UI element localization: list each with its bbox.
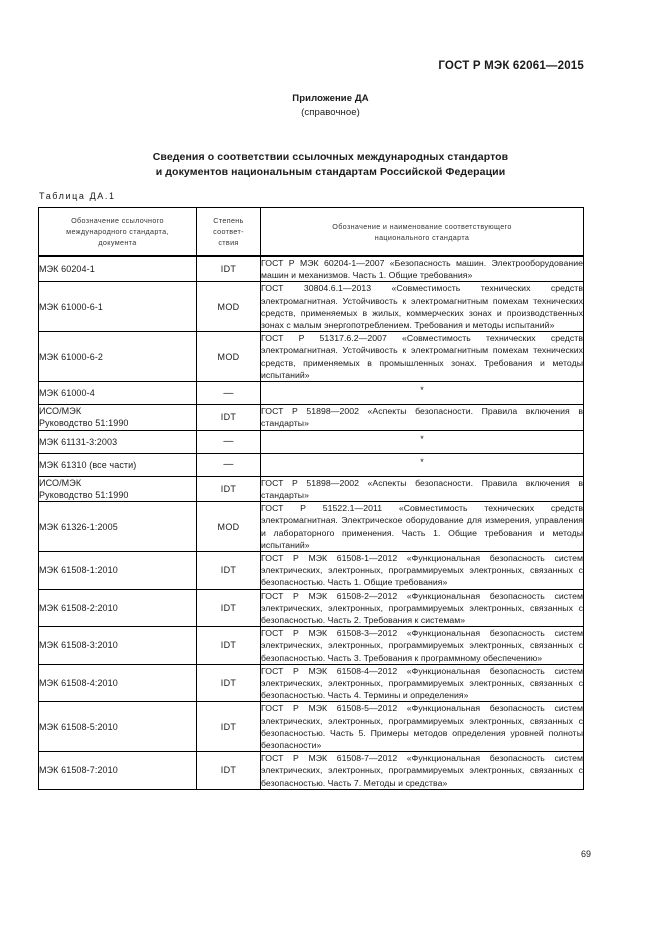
cell-reference-standard: МЭК 61000-6-2 xyxy=(39,332,197,382)
table-row xyxy=(39,752,584,790)
correspondence-table xyxy=(38,207,584,790)
cell-degree-of-correspondence: IDT xyxy=(197,256,261,282)
standard-header: ГОСТ Р МЭК 62061—2015 xyxy=(438,60,584,72)
page-number: 69 xyxy=(580,849,591,859)
table-row xyxy=(39,664,584,702)
table-row xyxy=(39,256,584,282)
column-header-reference-line3: документа xyxy=(98,238,137,247)
cell-national-standard: ГОСТ Р 51898—2002 «Аспекты безопасности. Правила включения в стандарты» xyxy=(261,406,583,429)
cell-degree-of-correspondence: MOD xyxy=(197,332,261,382)
column-header-degree-line3: ствия xyxy=(218,238,239,247)
table-body xyxy=(39,256,584,789)
table-row xyxy=(39,476,584,501)
table-caption: Таблица ДА.1 xyxy=(39,191,116,201)
cell-reference-standard: МЭК 61508-3:2010 xyxy=(39,627,197,665)
cell-reference-standard: МЭК 61508-7:2010 xyxy=(39,752,197,790)
annex-block xyxy=(0,92,661,120)
column-header-degree-line1: Степень xyxy=(213,216,244,225)
annex-label: Приложение ДА xyxy=(292,93,369,104)
table-row xyxy=(39,332,584,382)
cell-reference-standard: МЭК 61326-1:2005 xyxy=(39,502,197,552)
cell-reference-standard: МЭК 61310 (все части) xyxy=(39,453,197,476)
cell-national-standard: ГОСТ Р 51898—2002 «Аспекты безопасности. Правила включения в стандарты» xyxy=(261,477,583,500)
column-header-national-line1: Обозначение и наименование соответствующего xyxy=(332,221,512,231)
annex-kind: (справочное) xyxy=(301,107,360,118)
table-row xyxy=(39,551,584,589)
table-row xyxy=(39,430,584,453)
cell-national-standard: * xyxy=(261,382,584,405)
table-header-row xyxy=(39,208,584,257)
cell-national-standard: ГОСТ Р МЭК 60204-1—2007 «Безопасность машин. Электрооборудование машин и механизмов. Часть 1. Общие требования» xyxy=(261,258,583,281)
cell-reference-standard: МЭК 61131-3:2003 xyxy=(39,430,197,453)
cell-degree-of-correspondence: — xyxy=(197,453,261,476)
cell-degree-of-correspondence: IDT xyxy=(197,589,261,627)
cell-reference-standard: МЭК 61000-6-1 xyxy=(39,282,197,332)
cell-degree-of-correspondence: IDT xyxy=(197,664,261,702)
cell-national-standard: * xyxy=(261,430,584,453)
column-header-degree-line2: соответ- xyxy=(213,227,244,236)
cell-reference-standard: ИСО/МЭК Руководство 51:1990 xyxy=(39,476,197,501)
cell-reference-standard: МЭК 61000-4 xyxy=(39,382,197,405)
cell-degree-of-correspondence: — xyxy=(197,430,261,453)
cell-degree-of-correspondence: MOD xyxy=(197,502,261,552)
cell-degree-of-correspondence: IDT xyxy=(197,752,261,790)
table-row xyxy=(39,589,584,627)
cell-degree-of-correspondence: IDT xyxy=(197,476,261,501)
column-header-national-line2: национального стандарта xyxy=(374,232,470,242)
table-row xyxy=(39,453,584,476)
column-header-national xyxy=(261,208,584,257)
column-header-reference-line2: международного стандарта, xyxy=(66,227,169,236)
cell-degree-of-correspondence: MOD xyxy=(197,282,261,332)
column-header-reference-line1: Обозначение ссылочного xyxy=(71,216,164,225)
table-row xyxy=(39,502,584,552)
cell-degree-of-correspondence: IDT xyxy=(197,627,261,665)
cell-national-standard: ГОСТ Р МЭК 61508-7—2012 «Функциональная безопасность систем электрических, электронных, программируемых электронных, связанных с безопасностью. Часть 7. Методы и средства» xyxy=(261,753,583,788)
page-title xyxy=(0,150,661,180)
cell-reference-standard: МЭК 61508-4:2010 xyxy=(39,664,197,702)
table-row xyxy=(39,382,584,405)
page-title-line2: и документов национальным стандартам Российской Федерации xyxy=(155,166,506,178)
cell-degree-of-correspondence: IDT xyxy=(197,405,261,430)
cell-national-standard: ГОСТ Р МЭК 61508-5—2012 «Функциональная безопасность систем электрических, электронных, программируемых электронных, связанных с безопасностью. Часть 5. Примеры методов определения уровней полноты безопасности» xyxy=(261,703,583,750)
column-header-reference xyxy=(39,208,197,257)
cell-national-standard: ГОСТ Р МЭК 61508-3—2012 «Функциональная безопасность систем электрических, электронных, программируемых электронных, связанных с безопасностью. Часть 3. Требования к программному обеспечению» xyxy=(261,628,583,663)
cell-degree-of-correspondence: — xyxy=(197,382,261,405)
cell-national-standard: ГОСТ Р МЭК 61508-4—2012 «Функциональная безопасность систем электрических, электронных, программируемых электронных, связанных с безопасностью. Часть 4. Термины и определения» xyxy=(261,665,583,701)
table-row xyxy=(39,702,584,752)
cell-national-standard: ГОСТ Р МЭК 61508-2—2012 «Функциональная безопасность систем электрических, электронных, программируемых электронных, связанных с безопасностью. Часть 2. Требования к системам» xyxy=(261,590,583,625)
cell-national-standard: ГОСТ Р 51522.1—2011 «Совместимость технических средств электромагнитная. Электрическое оборудование для измерения, управления и лабораторного применения. Часть 1. Общие требования и методы испытаний» xyxy=(261,503,583,550)
cell-national-standard: ГОСТ Р МЭК 61508-1—2012 «Функциональная безопасность систем электрических, электронных, программируемых электронных, связанных с безопасностью. Часть 1. Общие требования» xyxy=(261,552,583,588)
table-row xyxy=(39,282,584,332)
cell-reference-standard: МЭК 61508-5:2010 xyxy=(39,702,197,752)
cell-degree-of-correspondence: IDT xyxy=(197,702,261,752)
cell-national-standard: ГОСТ Р 51317.6.2—2007 «Совместимость технических средств электромагнитная. Устойчивость к электромагнитным помехам технических средств, применяемых в промышленных зонах. Требования и методы испытаний» xyxy=(261,333,583,380)
cell-degree-of-correspondence: IDT xyxy=(197,551,261,589)
column-header-degree xyxy=(197,208,261,257)
cell-reference-standard: МЭК 60204-1 xyxy=(39,256,197,282)
page-title-line1: Сведения о соответствии ссылочных международных стандартов xyxy=(152,151,509,163)
cell-national-standard: ГОСТ 30804.6.1—2013 «Совместимость технических средств электромагнитная. Устойчивость к электромагнитным помехам технических средств, применяемых в жилых, коммерческих зонах и производственных зонах с малым энергопотреблением. Требования и методы испытаний» xyxy=(261,283,583,331)
table-row xyxy=(39,627,584,665)
cell-reference-standard: МЭК 61508-2:2010 xyxy=(39,589,197,627)
cell-reference-standard: ИСО/МЭК Руководство 51:1990 xyxy=(39,405,197,430)
cell-national-standard: * xyxy=(261,453,584,476)
cell-reference-standard: МЭК 61508-1:2010 xyxy=(39,551,197,589)
table-row xyxy=(39,405,584,430)
